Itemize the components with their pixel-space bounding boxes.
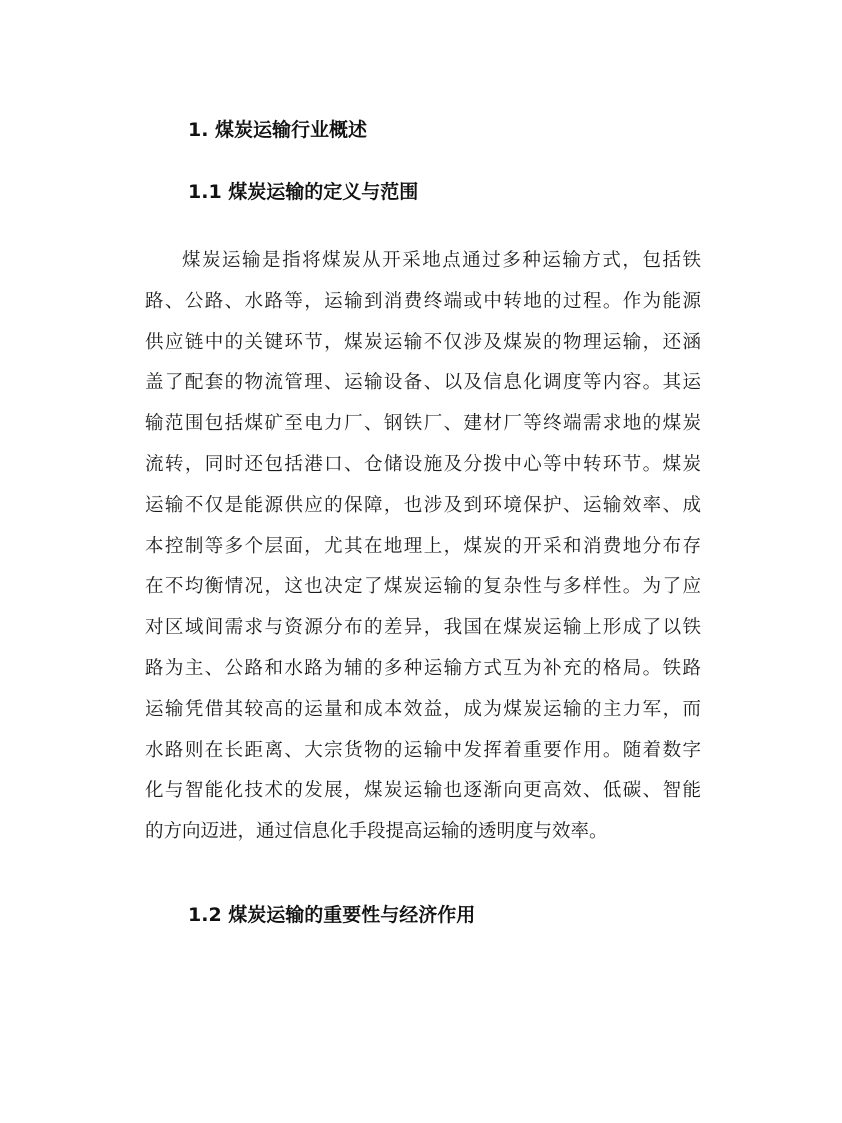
paragraph-line: 盖了配套的物流管理、运输设备、以及信息化调度等内容。其运	[145, 372, 701, 394]
paragraph-line: 输范围包括煤矿至电力厂、钢铁厂、建材厂等终端需求地的煤炭	[145, 413, 701, 435]
paragraph-line: 供应链中的关键环节，煤炭运输不仅涉及煤炭的物理运输，还涵	[145, 331, 701, 353]
paragraph-line: 运输不仅是能源供应的保障，也涉及到环境保护、运输效率、成	[145, 494, 701, 516]
subsection-heading-importance: 1.2 煤炭运输的重要性与经济作用	[188, 904, 476, 926]
paragraph-line: 的方向迈进，通过信息化手段提高运输的透明度与效率。	[145, 821, 608, 843]
body-paragraph	[145, 241, 701, 853]
paragraph-line: 运输凭借其较高的运量和成本效益，成为煤炭运输的主力军，而	[145, 698, 701, 720]
paragraph-line: 路、公路、水路等，运输到消费终端或中转地的过程。作为能源	[145, 290, 701, 312]
paragraph-line: 路为主、公路和水路为辅的多种运输方式互为补充的格局。铁路	[145, 657, 701, 679]
paragraph-line: 本控制等多个层面，尤其在地理上，煤炭的开采和消费地分布存	[145, 535, 701, 557]
paragraph-line: 流转，同时还包括港口、仓储设施及分拨中心等中转环节。煤炭	[145, 453, 701, 475]
paragraph-line: 水路则在长距离、大宗货物的运输中发挥着重要作用。随着数字	[145, 739, 701, 761]
paragraph-line: 煤炭运输是指将煤炭从开采地点通过多种运输方式，包括铁	[182, 250, 701, 271]
paragraph-line: 在不均衡情况，这也决定了煤炭运输的复杂性与多样性。为了应	[145, 576, 701, 598]
subsection-heading-definition: 1.1 煤炭运输的定义与范围	[188, 181, 419, 203]
section-heading: 1. 煤炭运输行业概述	[188, 119, 368, 141]
paragraph-line: 对区域间需求与资源分布的差异，我国在煤炭运输上形成了以铁	[145, 617, 701, 639]
paragraph-line: 化与智能化技术的发展，煤炭运输也逐渐向更高效、低碳、智能	[145, 780, 701, 802]
